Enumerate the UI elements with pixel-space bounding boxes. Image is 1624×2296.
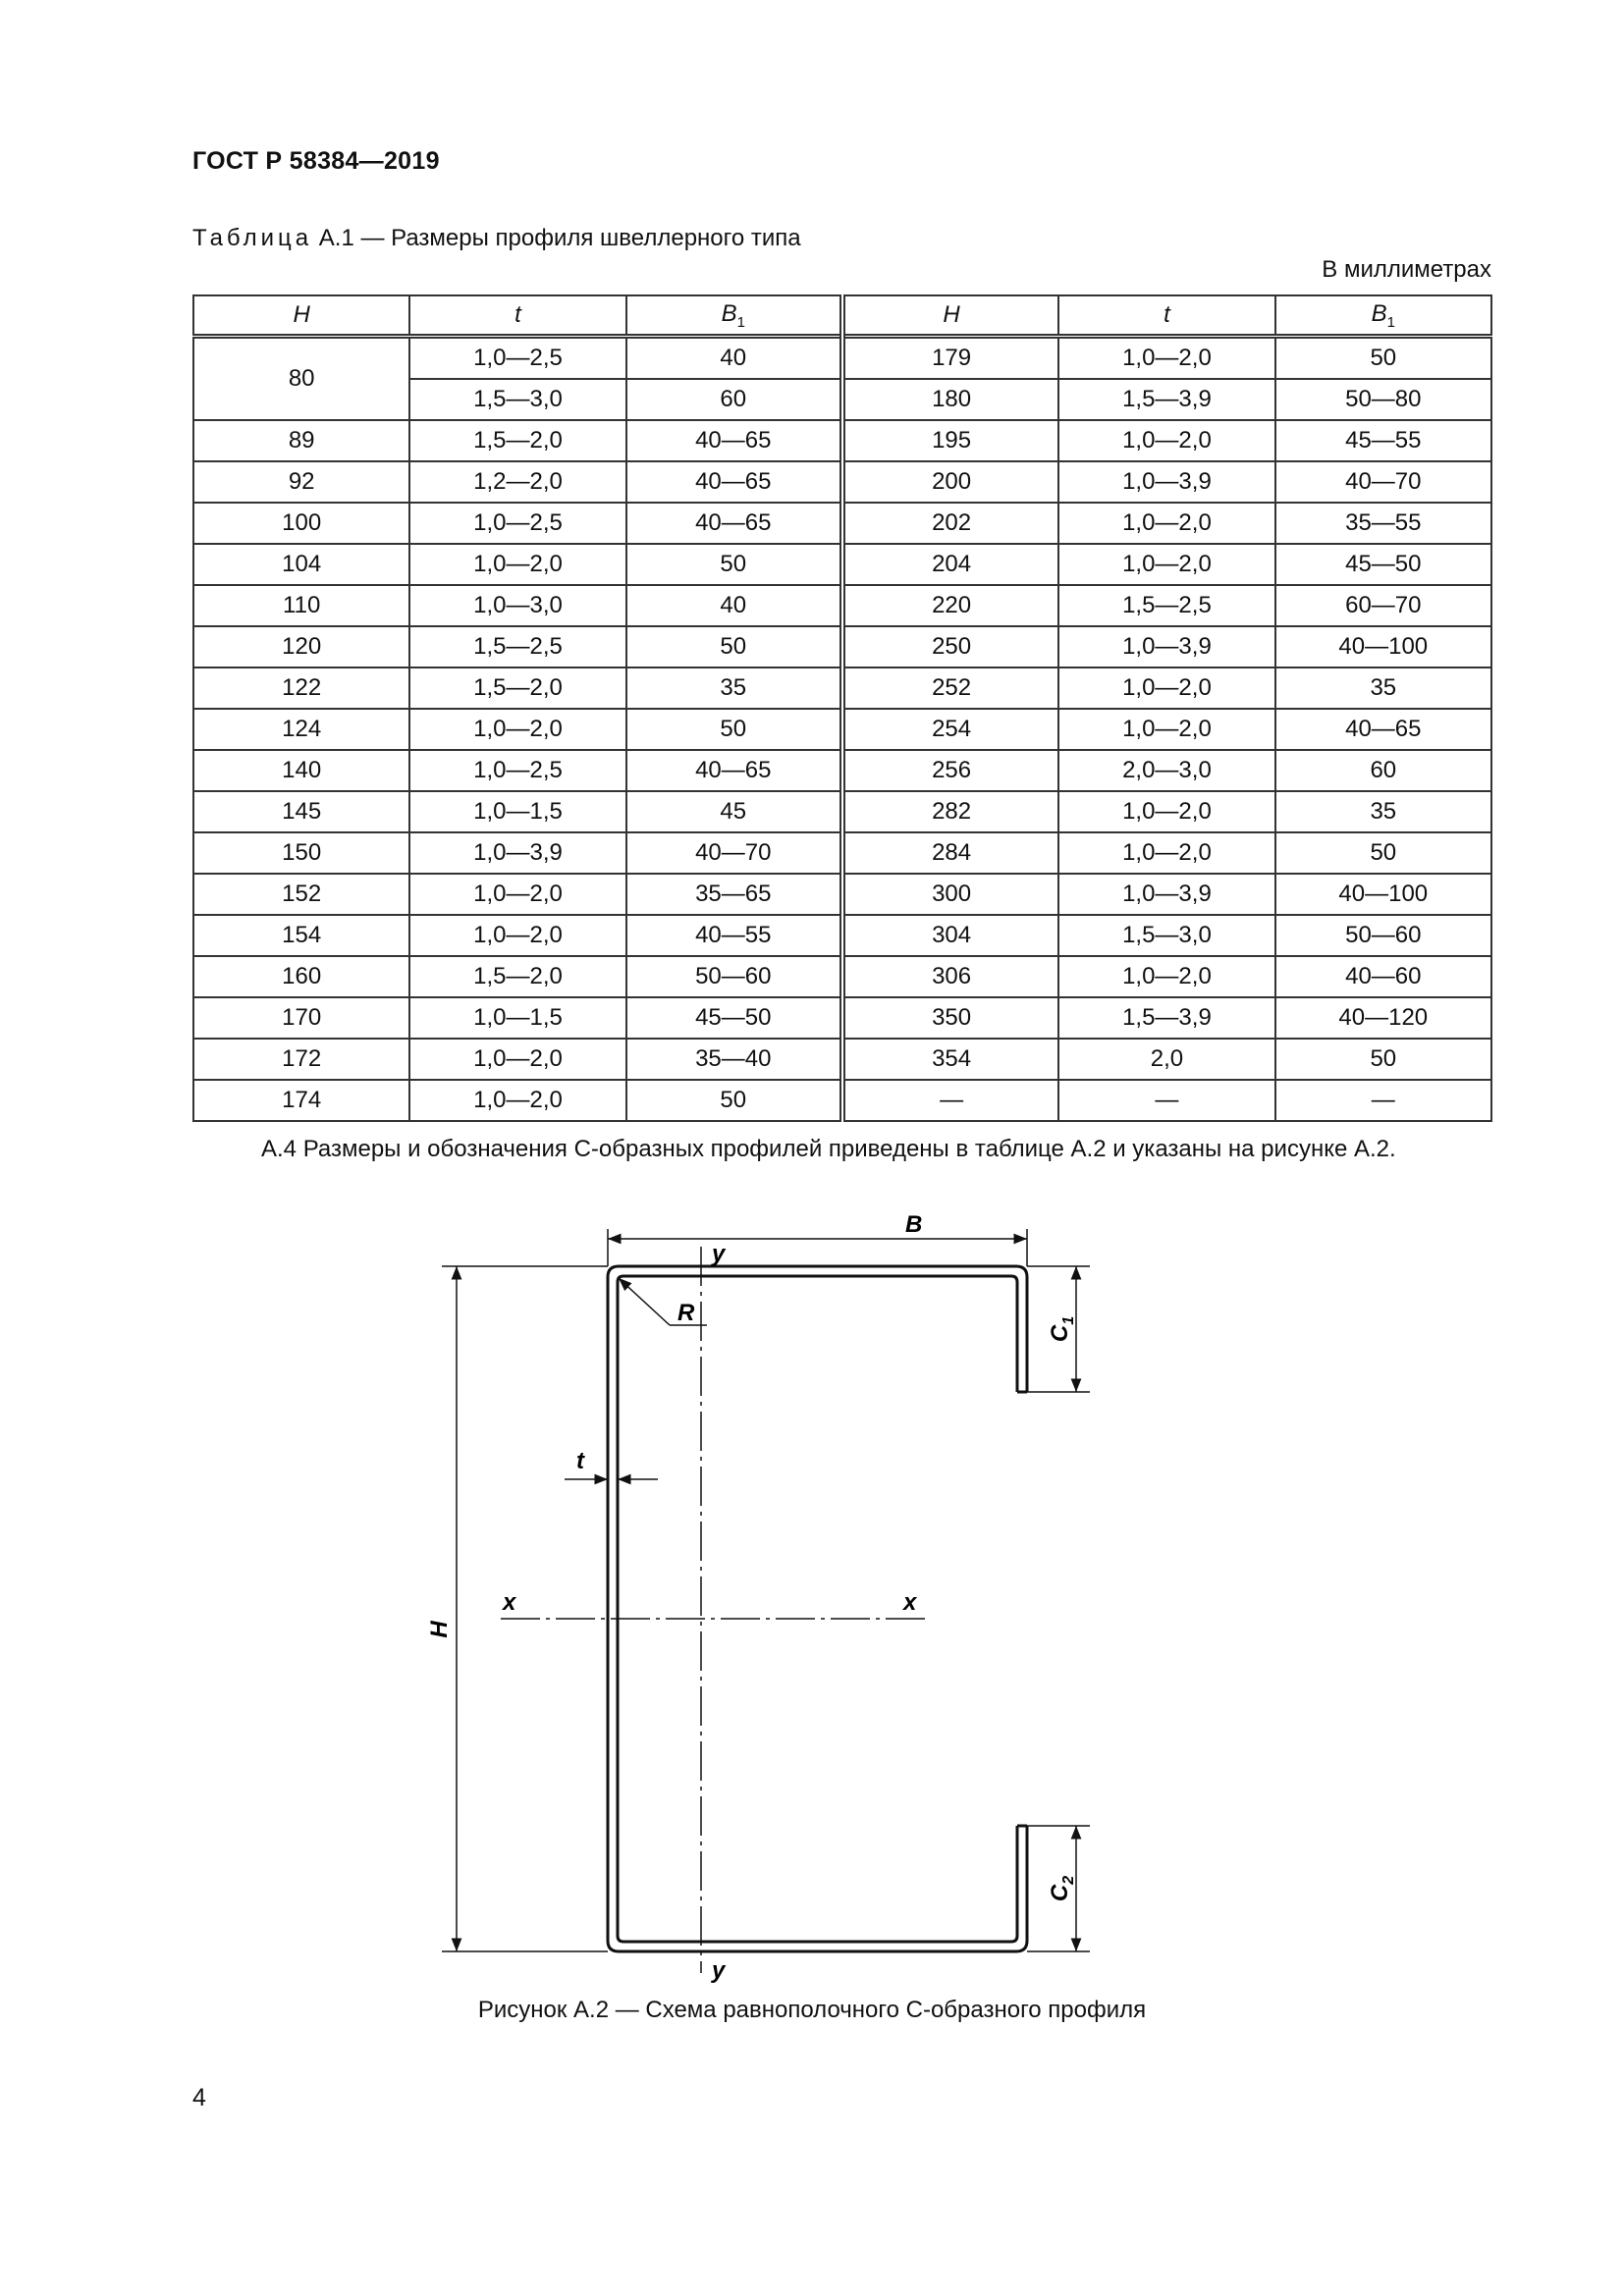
- cell-t1: 1,0—2,0: [409, 1080, 625, 1121]
- cell-t2: 1,0—2,0: [1058, 832, 1274, 874]
- cell-h2: 204: [842, 544, 1058, 585]
- cell-h2: 282: [842, 791, 1058, 832]
- cell-h1: 100: [193, 503, 409, 544]
- header-b1-1: $B_1$: [626, 295, 842, 337]
- cell-t1: 1,0—1,5: [409, 997, 625, 1039]
- cell-b1: 50: [626, 1080, 842, 1121]
- table-units: В миллиметрах: [1322, 256, 1491, 283]
- cell-b1: 40: [626, 585, 842, 626]
- cell-h1: 154: [193, 915, 409, 956]
- cell-b2: 50—60: [1275, 915, 1491, 956]
- table-row: [193, 997, 1491, 1039]
- table-caption: [192, 225, 801, 252]
- cell-h2: 306: [842, 956, 1058, 997]
- cell-h2: 256: [842, 750, 1058, 791]
- cell-h1: 150: [193, 832, 409, 874]
- table-row: [193, 544, 1491, 585]
- cell-b2: 35: [1275, 791, 1491, 832]
- cell-t2: 1,0—2,0: [1058, 791, 1274, 832]
- cell-t1: 1,0—2,0: [409, 709, 625, 750]
- cell-h2: 195: [842, 420, 1058, 461]
- table-caption-prefix: Таблица: [192, 225, 313, 251]
- cell-h1: 92: [193, 461, 409, 503]
- cell-t2: 1,0—3,9: [1058, 626, 1274, 667]
- table-header-row: [193, 295, 1491, 337]
- table-row: [193, 667, 1491, 709]
- cell-t2: 1,0—2,0: [1058, 544, 1274, 585]
- cell-t2: 2,0—3,0: [1058, 750, 1274, 791]
- table-row: [193, 420, 1491, 461]
- label-y-top: y: [712, 1241, 726, 1267]
- cell-b1: 40—65: [626, 503, 842, 544]
- cell-h2: 220: [842, 585, 1058, 626]
- cell-t2: —: [1058, 1080, 1274, 1121]
- page-number: 4: [192, 2084, 206, 2111]
- cell-h2: 354: [842, 1039, 1058, 1080]
- cell-t1: 1,0—3,0: [409, 585, 625, 626]
- cell-b2: 60—70: [1275, 585, 1491, 626]
- cell-t1: 1,0—2,0: [409, 874, 625, 915]
- cell-b1: 40: [626, 337, 842, 380]
- cell-h1: 174: [193, 1080, 409, 1121]
- cell-t2: 1,5—2,5: [1058, 585, 1274, 626]
- cell-b1: 50—60: [626, 956, 842, 997]
- cell-t2: 1,0—2,0: [1058, 667, 1274, 709]
- cell-t2: 1,5—3,9: [1058, 997, 1274, 1039]
- cell-b1: 50: [626, 626, 842, 667]
- c-profile-drawing: [426, 1188, 1100, 1984]
- cell-b2: 40—120: [1275, 997, 1491, 1039]
- cell-b1: 50: [626, 709, 842, 750]
- label-r: R: [677, 1300, 695, 1326]
- cell-t1: 1,5—2,0: [409, 420, 625, 461]
- cell-t2: 1,5—3,9: [1058, 379, 1274, 420]
- profile-dimensions-table: [192, 294, 1492, 1122]
- cell-h2: 200: [842, 461, 1058, 503]
- cell-h2: 179: [842, 337, 1058, 380]
- cell-t1: 1,0—2,5: [409, 750, 625, 791]
- table-row: [193, 626, 1491, 667]
- cell-h1: 170: [193, 997, 409, 1039]
- cell-h2: 300: [842, 874, 1058, 915]
- table-row: [193, 585, 1491, 626]
- paragraph-a4: А.4 Размеры и обозначения С-образных профилей приведены в таблице А.2 и указаны на рисунке А.2.: [261, 1136, 1396, 1162]
- cell-t2: 1,0—2,0: [1058, 956, 1274, 997]
- figure-c-profile: [426, 1188, 1100, 1988]
- cell-h1: 89: [193, 420, 409, 461]
- cell-b2: 50: [1275, 1039, 1491, 1080]
- cell-h1: 104: [193, 544, 409, 585]
- cell-t1: 1,5—2,0: [409, 667, 625, 709]
- cell-t2: 1,5—3,0: [1058, 915, 1274, 956]
- cell-h2: 252: [842, 667, 1058, 709]
- cell-h1: 140: [193, 750, 409, 791]
- figure-caption: Рисунок А.2 — Схема равнополочного С-образного профиля: [477, 1997, 1147, 2023]
- label-c2: $C_2$: [1047, 1875, 1077, 1902]
- table-row: [193, 1080, 1491, 1121]
- cell-t1: 1,5—2,5: [409, 626, 625, 667]
- cell-t2: 2,0: [1058, 1039, 1274, 1080]
- cell-h2: 180: [842, 379, 1058, 420]
- cell-h1: 124: [193, 709, 409, 750]
- table-row: [193, 461, 1491, 503]
- cell-b2: 40—70: [1275, 461, 1491, 503]
- cell-b2: 35: [1275, 667, 1491, 709]
- cell-t2: 1,0—2,0: [1058, 337, 1274, 380]
- radius-leader: [619, 1278, 670, 1325]
- table-row: [193, 915, 1491, 956]
- cell-h1: 152: [193, 874, 409, 915]
- cell-t2: 1,0—2,0: [1058, 420, 1274, 461]
- header-b1-2: $B_1$: [1275, 295, 1491, 337]
- cell-b1: 45—50: [626, 997, 842, 1039]
- cell-t1: 1,0—2,5: [409, 503, 625, 544]
- cell-b2: 50: [1275, 832, 1491, 874]
- cell-h2: 202: [842, 503, 1058, 544]
- table-row: [193, 1039, 1491, 1080]
- cell-b1: 40—65: [626, 461, 842, 503]
- document-header: ГОСТ Р 58384—2019: [192, 147, 440, 175]
- table-row: [193, 874, 1491, 915]
- cell-h2: 350: [842, 997, 1058, 1039]
- cell-h1: 172: [193, 1039, 409, 1080]
- cell-t1: 1,5—3,0: [409, 379, 625, 420]
- label-y-bottom: y: [712, 1957, 726, 1984]
- header-t-2: t: [1058, 295, 1274, 337]
- cell-b1: 40—55: [626, 915, 842, 956]
- cell-t1: 1,0—2,0: [409, 544, 625, 585]
- header-h-1: H: [193, 295, 409, 337]
- label-b: B: [905, 1211, 923, 1238]
- cell-b2: 50: [1275, 337, 1491, 380]
- label-x-left: x: [503, 1589, 516, 1616]
- cell-t2: 1,0—2,0: [1058, 709, 1274, 750]
- cell-t2: 1,0—3,9: [1058, 874, 1274, 915]
- header-h-2: H: [842, 295, 1058, 337]
- cell-t1: 1,0—2,0: [409, 1039, 625, 1080]
- cell-b2: 50—80: [1275, 379, 1491, 420]
- cell-h1: 122: [193, 667, 409, 709]
- label-x-right: x: [903, 1589, 917, 1616]
- cell-b1: 35: [626, 667, 842, 709]
- cell-h2: 254: [842, 709, 1058, 750]
- cell-t1: 1,0—3,9: [409, 832, 625, 874]
- cell-h1: 110: [193, 585, 409, 626]
- cell-h2: 284: [842, 832, 1058, 874]
- table-row: [193, 750, 1491, 791]
- cell-b2: 45—55: [1275, 420, 1491, 461]
- cell-b2: 45—50: [1275, 544, 1491, 585]
- cell-h1: 160: [193, 956, 409, 997]
- cell-h1: 80: [193, 337, 409, 421]
- label-c1: $C_1$: [1047, 1315, 1077, 1343]
- cell-b1: 50: [626, 544, 842, 585]
- profile-outer-edge: [608, 1266, 1027, 1951]
- cell-t1: 1,2—2,0: [409, 461, 625, 503]
- profile-inner-edge: [618, 1276, 1017, 1942]
- cell-h2: —: [842, 1080, 1058, 1121]
- cell-t2: 1,0—2,0: [1058, 503, 1274, 544]
- cell-b2: 60: [1275, 750, 1491, 791]
- cell-t1: 1,5—2,0: [409, 956, 625, 997]
- cell-b1: 35—40: [626, 1039, 842, 1080]
- label-t: t: [576, 1448, 584, 1474]
- table-row: [193, 337, 1491, 380]
- cell-b2: 35—55: [1275, 503, 1491, 544]
- cell-h2: 304: [842, 915, 1058, 956]
- cell-t1: 1,0—2,5: [409, 337, 625, 380]
- cell-t1: 1,0—1,5: [409, 791, 625, 832]
- cell-b2: 40—60: [1275, 956, 1491, 997]
- cell-t2: 1,0—3,9: [1058, 461, 1274, 503]
- cell-b2: —: [1275, 1080, 1491, 1121]
- table-row: [193, 709, 1491, 750]
- table-row: [193, 832, 1491, 874]
- table-row: [193, 956, 1491, 997]
- cell-b2: 40—65: [1275, 709, 1491, 750]
- cell-b2: 40—100: [1275, 626, 1491, 667]
- cell-b1: 40—70: [626, 832, 842, 874]
- header-t-1: t: [409, 295, 625, 337]
- cell-b2: 40—100: [1275, 874, 1491, 915]
- cell-h2: 250: [842, 626, 1058, 667]
- cell-b1: 45: [626, 791, 842, 832]
- table-row: [193, 503, 1491, 544]
- cell-b1: 40—65: [626, 420, 842, 461]
- table-row: [193, 791, 1491, 832]
- cell-b1: 40—65: [626, 750, 842, 791]
- cell-b1: 60: [626, 379, 842, 420]
- cell-h1: 145: [193, 791, 409, 832]
- cell-h1: 120: [193, 626, 409, 667]
- cell-b1: 35—65: [626, 874, 842, 915]
- cell-t1: 1,0—2,0: [409, 915, 625, 956]
- table-caption-text: А.1 — Размеры профиля швеллерного типа: [312, 225, 801, 251]
- label-h: H: [426, 1621, 453, 1638]
